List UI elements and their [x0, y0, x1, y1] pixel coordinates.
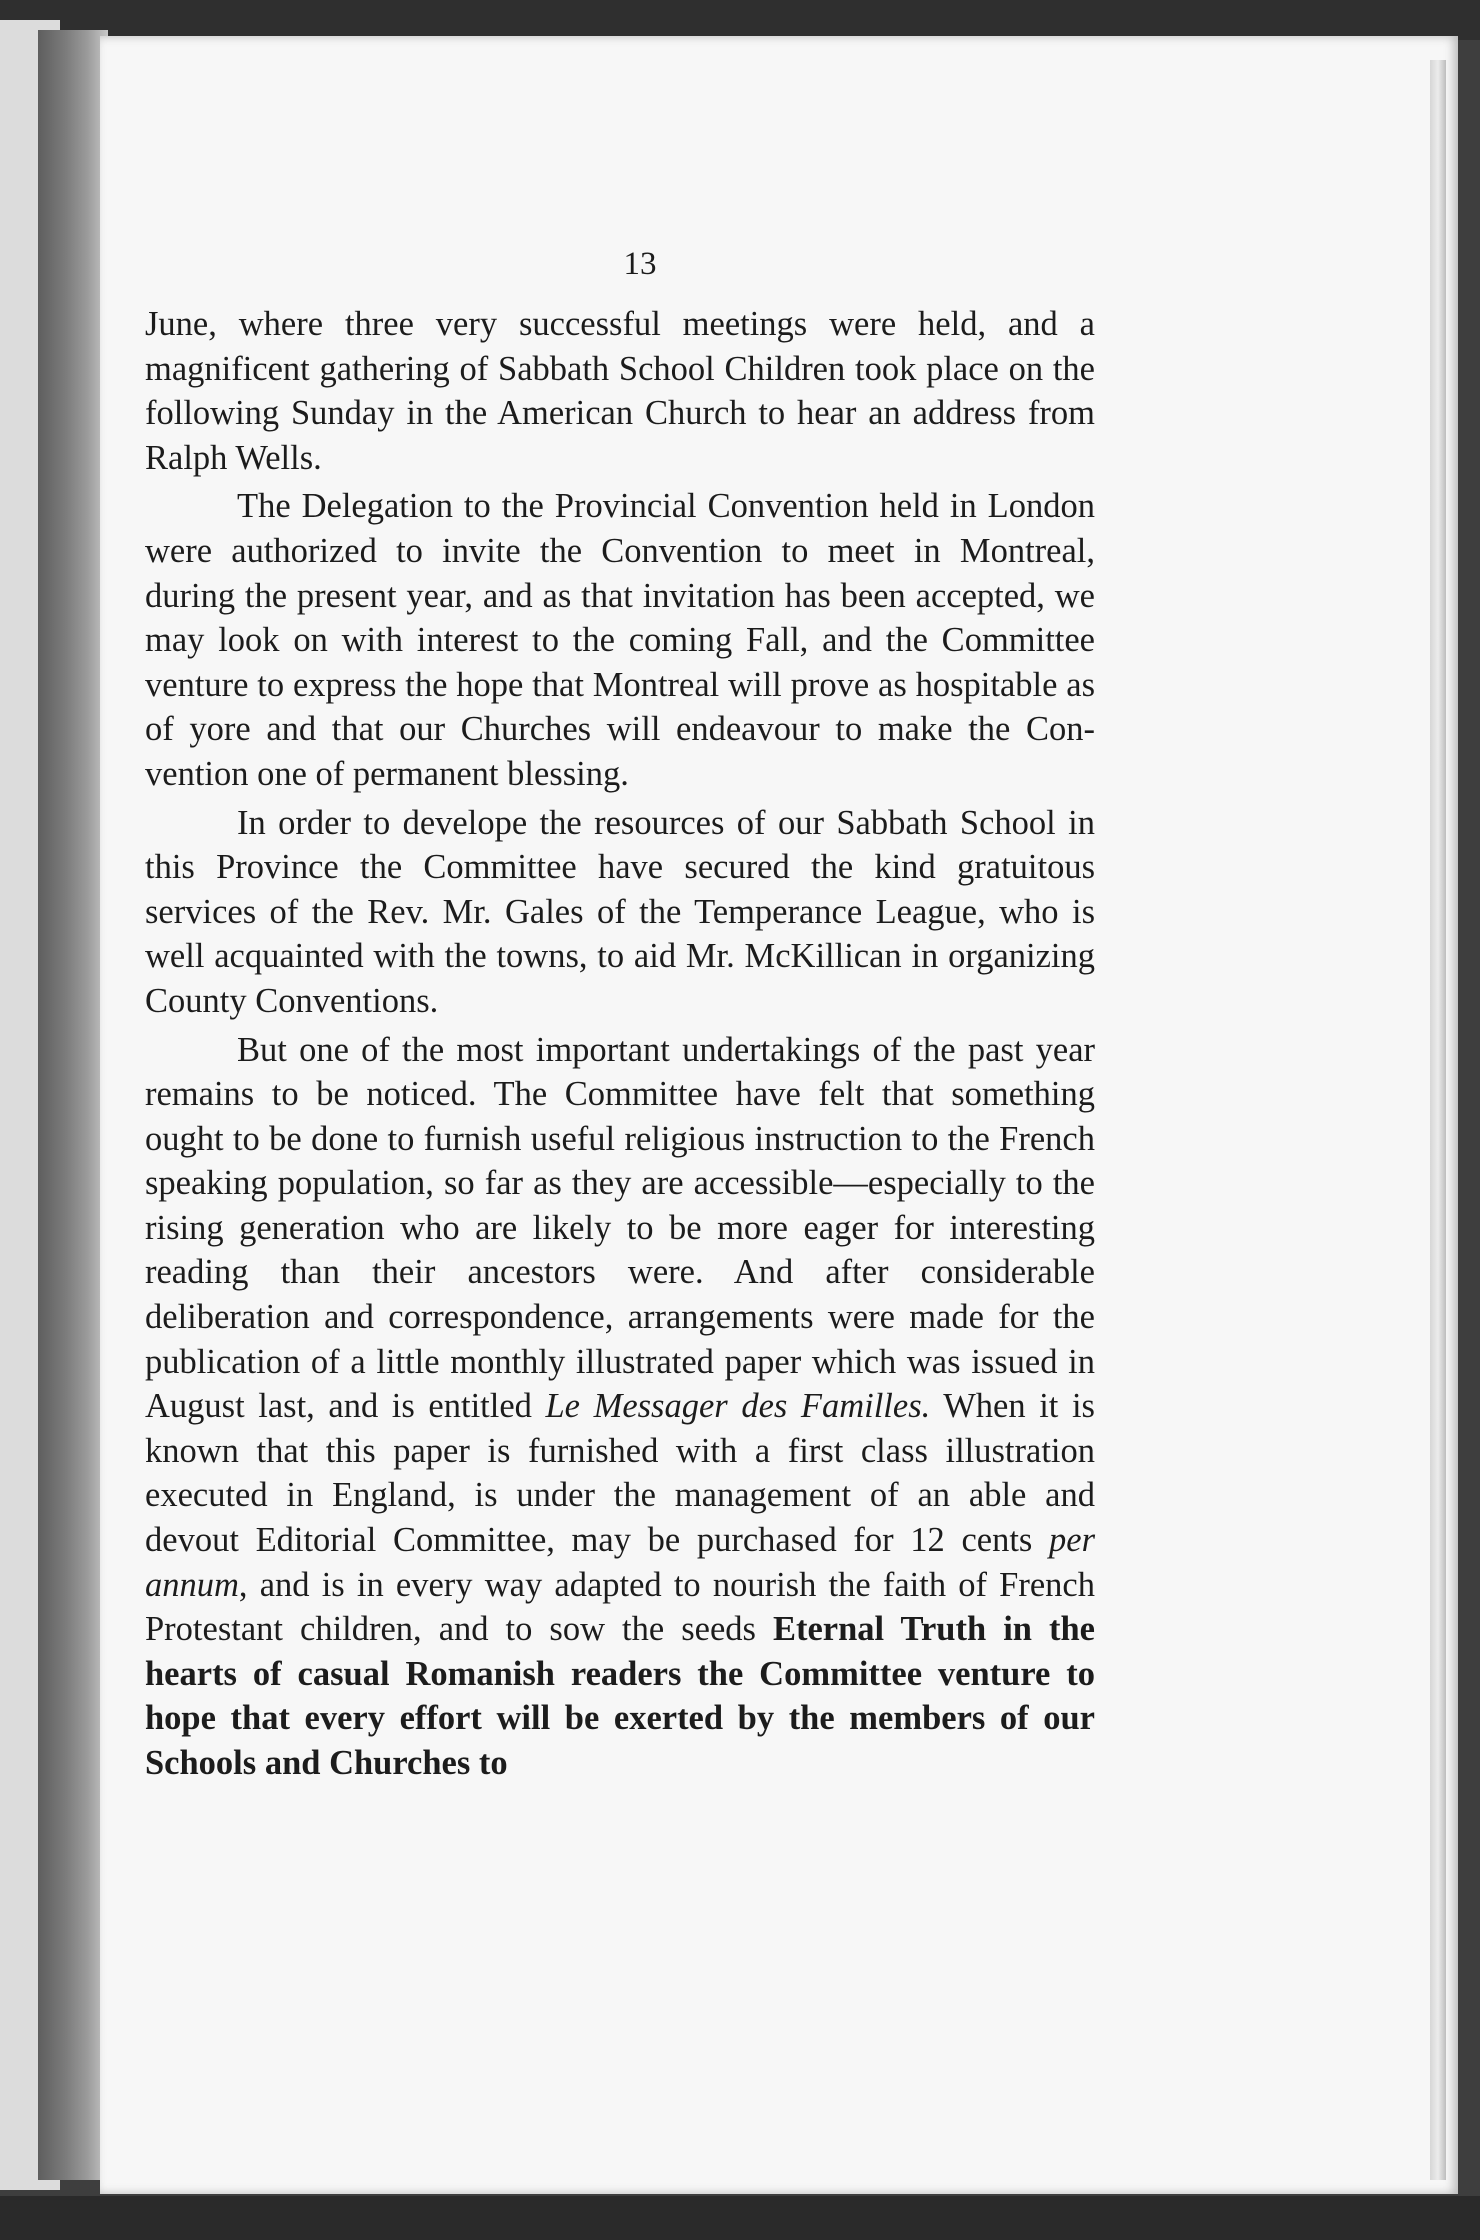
paragraph: [145, 302, 1095, 480]
page-edge: [1430, 60, 1446, 2180]
italic-text: per annum: [145, 1521, 1095, 1604]
body-text: [145, 302, 1095, 1786]
scan-background-bottom: [0, 2196, 1480, 2240]
text-segment: , and is in every way adapted to nourish the faith of French Protestant children, and to sow the seeds: [145, 1565, 1095, 1649]
italic-text: Le Messager des Familles.: [545, 1387, 931, 1426]
text-segment: The Delegation to the Provincial Convention held in London were authorized to invite the Convention to meet in Montreal, during the present year, and as that invitation has been accepted, we may look on with interest to the coming Fall, and the Committee venture to express the hope that Montreal will prove as hospitable as of yore and that our Churches will endeavour to make the Convention one of permanent blessing.: [145, 487, 1095, 793]
book-binding-shadow: [38, 30, 108, 2180]
page-number: 13: [623, 246, 657, 282]
text-segment: June, where three very successful meetings were held, and a magnificent gathering of Sabbath School Children took place on the following Sunday in the American Church to hear an address from Ralph Wells.: [145, 305, 1095, 477]
paragraph: [145, 1028, 1095, 1786]
text-segment: But one of the most important undertakings of the past year remains to be noticed. The Committee have felt that something ought to be done to furnish useful religious instruction to the French speaking population, so far as they are accessible—especially to the rising generation who are likely to be more eager for interesting reading than their ancestors were. And after considerable deliberation and correspondence, arrangements were made for the publication of a little monthly illustrated paper which was issued in August last, and is entitled: [145, 1030, 1095, 1426]
text-segment: Eternal Truth in the hearts of casual Romanish readers the Committee venture to hope that every effort will be exerted by the members of our Schools and Churches to: [145, 1610, 1095, 1782]
text-segment: When it is known that this paper is furnished with a first class illustration executed in England, is under the management of an able and devout Editorial Committee, may be purchased for 12 cents: [145, 1387, 1095, 1560]
paragraph: [145, 484, 1095, 796]
scan-background-top: [0, 0, 1480, 40]
paragraph: [145, 801, 1095, 1024]
text-segment: In order to develope the resources of our Sabbath School in this Province the Committee have secured the kind gratuitous services of the Rev. Mr. Gales of the Temperance League, who is well acquainted with the towns, to aid Mr. McKillican in organizing County Conventions.: [145, 803, 1095, 1020]
